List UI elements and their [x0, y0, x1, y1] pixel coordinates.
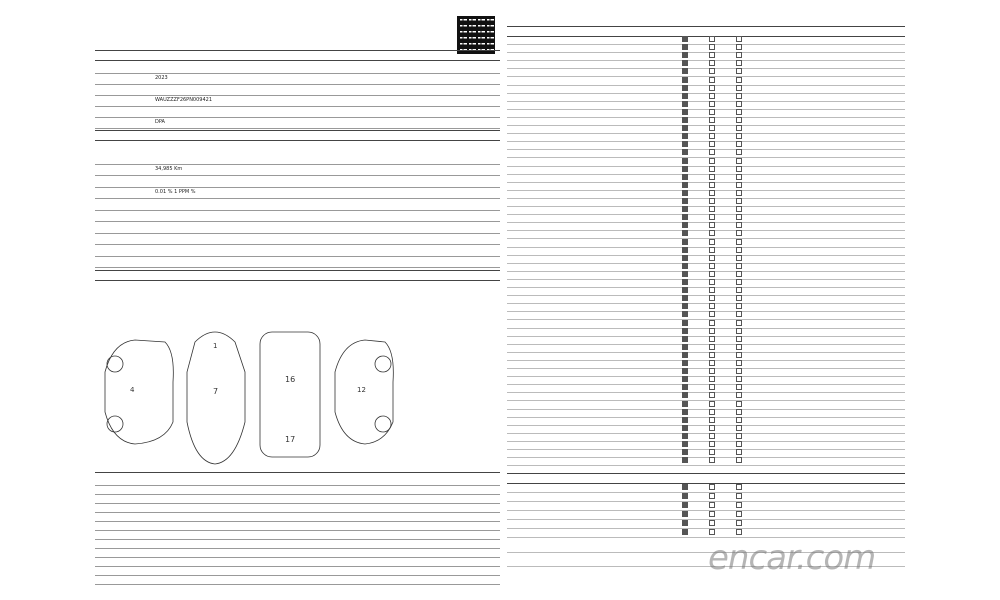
checkbox[interactable]	[736, 166, 742, 172]
checkbox[interactable]	[682, 425, 688, 431]
accident-band	[95, 270, 500, 281]
other-band	[507, 473, 905, 484]
checkbox[interactable]	[682, 149, 688, 155]
table-row	[507, 502, 905, 511]
row-state	[682, 493, 782, 502]
checkbox[interactable]	[682, 44, 688, 50]
checkbox[interactable]	[709, 198, 715, 204]
checkbox[interactable]	[709, 502, 715, 508]
checkbox[interactable]	[682, 352, 688, 358]
checkbox[interactable]	[709, 457, 715, 463]
table-row	[507, 484, 905, 493]
checkbox[interactable]	[682, 417, 688, 423]
checkbox[interactable]	[736, 311, 742, 317]
table-row	[507, 511, 905, 520]
checkbox[interactable]	[682, 328, 688, 334]
checkbox[interactable]	[709, 336, 715, 342]
checkbox[interactable]	[682, 433, 688, 439]
checkbox[interactable]	[709, 174, 715, 180]
checkbox[interactable]	[682, 158, 688, 164]
checkbox[interactable]	[682, 93, 688, 99]
checkbox[interactable]	[736, 303, 742, 309]
checkbox[interactable]	[736, 141, 742, 147]
checkbox[interactable]	[736, 360, 742, 366]
checkbox[interactable]	[709, 360, 715, 366]
checkbox[interactable]	[682, 484, 688, 490]
checkbox[interactable]	[709, 320, 715, 326]
checkbox[interactable]	[682, 441, 688, 447]
checkbox[interactable]	[709, 141, 715, 147]
checkbox[interactable]	[736, 320, 742, 326]
checkbox[interactable]	[709, 52, 715, 58]
checkbox[interactable]	[682, 206, 688, 212]
row-state	[682, 502, 782, 511]
row-value: 0.01 % 1 PPM %	[155, 188, 196, 195]
checkbox[interactable]	[682, 239, 688, 245]
checkbox[interactable]	[682, 68, 688, 74]
checkbox[interactable]	[736, 409, 742, 415]
checkbox[interactable]	[682, 279, 688, 285]
checkbox[interactable]	[736, 344, 742, 350]
checkbox[interactable]	[682, 303, 688, 309]
checkbox[interactable]	[709, 417, 715, 423]
checkbox[interactable]	[736, 392, 742, 398]
checkbox[interactable]	[682, 117, 688, 123]
checkbox[interactable]	[709, 511, 715, 517]
car-underbody-view	[260, 332, 320, 457]
checkbox[interactable]	[736, 190, 742, 196]
checkbox[interactable]	[736, 198, 742, 204]
checkbox[interactable]	[682, 502, 688, 508]
checkbox[interactable]	[682, 320, 688, 326]
checkbox[interactable]	[682, 125, 688, 131]
checkbox[interactable]	[709, 263, 715, 269]
checkbox[interactable]	[682, 457, 688, 463]
checkbox[interactable]	[709, 392, 715, 398]
checkbox[interactable]	[736, 36, 742, 42]
checkbox[interactable]	[736, 352, 742, 358]
checkbox[interactable]	[682, 247, 688, 253]
checkbox[interactable]	[736, 206, 742, 212]
checkbox[interactable]	[709, 247, 715, 253]
row-state	[682, 511, 782, 520]
left-column	[95, 14, 500, 586]
checkbox[interactable]	[709, 484, 715, 490]
car-diagram	[95, 312, 500, 472]
checkbox[interactable]	[736, 109, 742, 115]
checkbox[interactable]	[682, 255, 688, 261]
checkbox[interactable]	[736, 263, 742, 269]
table-row	[95, 575, 500, 585]
checkbox[interactable]	[682, 529, 688, 535]
row-value: 2023	[155, 75, 168, 81]
condition-band	[95, 130, 500, 141]
checkbox[interactable]	[736, 449, 742, 455]
checkbox[interactable]	[736, 520, 742, 526]
checkbox[interactable]	[682, 295, 688, 301]
checkbox[interactable]	[736, 384, 742, 390]
checkbox[interactable]	[736, 182, 742, 188]
checkbox[interactable]	[682, 520, 688, 526]
row-state	[682, 484, 782, 493]
checkbox[interactable]	[709, 149, 715, 155]
checkbox[interactable]	[709, 493, 715, 499]
checkbox[interactable]	[736, 214, 742, 220]
checkbox[interactable]	[736, 85, 742, 91]
checkbox[interactable]	[736, 401, 742, 407]
checkbox[interactable]	[682, 174, 688, 180]
checkbox[interactable]	[736, 295, 742, 301]
checkbox[interactable]	[682, 182, 688, 188]
checkbox[interactable]	[709, 409, 715, 415]
checkbox[interactable]	[682, 77, 688, 83]
checkbox[interactable]	[736, 328, 742, 334]
checkbox[interactable]	[709, 85, 715, 91]
checkbox[interactable]	[736, 376, 742, 382]
car-side-right	[335, 340, 393, 444]
checkbox[interactable]	[709, 36, 715, 42]
car-side-left	[105, 340, 173, 444]
checkbox[interactable]	[709, 303, 715, 309]
checkbox[interactable]	[709, 158, 715, 164]
table-row	[507, 529, 905, 538]
checkbox[interactable]	[682, 344, 688, 350]
checkbox[interactable]	[682, 449, 688, 455]
checkbox[interactable]	[682, 52, 688, 58]
svg-text:4: 4	[130, 386, 135, 394]
checkbox[interactable]	[709, 166, 715, 172]
checkbox[interactable]	[709, 109, 715, 115]
qr-code[interactable]	[457, 16, 495, 54]
checkbox[interactable]	[709, 433, 715, 439]
checkbox[interactable]	[682, 336, 688, 342]
checkbox[interactable]	[709, 133, 715, 139]
checkbox[interactable]	[682, 214, 688, 220]
checkbox[interactable]	[709, 441, 715, 447]
checkbox[interactable]	[682, 190, 688, 196]
checkbox[interactable]	[682, 263, 688, 269]
checkbox[interactable]	[736, 287, 742, 293]
checkbox[interactable]	[736, 117, 742, 123]
checkbox[interactable]	[709, 401, 715, 407]
checkbox[interactable]	[709, 117, 715, 123]
svg-text:12: 12	[357, 386, 366, 394]
checkbox[interactable]	[736, 493, 742, 499]
checkbox[interactable]	[709, 425, 715, 431]
row-value: WAUZZZF26PN009421	[155, 97, 213, 103]
checkbox[interactable]	[709, 190, 715, 196]
checkbox[interactable]	[709, 93, 715, 99]
checkbox[interactable]	[709, 68, 715, 74]
checkbox[interactable]	[682, 384, 688, 390]
watermark-logo: encar.com	[708, 538, 876, 578]
checkbox[interactable]	[682, 511, 688, 517]
checkbox[interactable]	[709, 344, 715, 350]
checkbox[interactable]	[736, 101, 742, 107]
checkbox[interactable]	[736, 44, 742, 50]
checkbox[interactable]	[682, 101, 688, 107]
checkbox[interactable]	[736, 125, 742, 131]
checkbox[interactable]	[682, 493, 688, 499]
checkbox[interactable]	[709, 384, 715, 390]
checkbox[interactable]	[709, 449, 715, 455]
checkbox[interactable]	[709, 60, 715, 66]
checkbox[interactable]	[682, 401, 688, 407]
checkbox[interactable]	[736, 336, 742, 342]
svg-text:1: 1	[213, 342, 218, 350]
checkbox[interactable]	[736, 417, 742, 423]
checkbox[interactable]	[682, 368, 688, 374]
checkbox[interactable]	[709, 328, 715, 334]
checkbox[interactable]	[682, 222, 688, 228]
checkbox[interactable]	[736, 77, 742, 83]
svg-text:17: 17	[285, 435, 296, 444]
car-diagram-area	[95, 312, 500, 473]
checkbox[interactable]	[736, 271, 742, 277]
checkbox[interactable]	[682, 141, 688, 147]
checkbox[interactable]	[736, 441, 742, 447]
checkbox[interactable]	[682, 311, 688, 317]
checkbox[interactable]	[736, 279, 742, 285]
checkbox[interactable]	[736, 255, 742, 261]
checkbox[interactable]	[682, 409, 688, 415]
checkbox[interactable]	[709, 368, 715, 374]
row-state	[682, 457, 782, 466]
checkbox[interactable]	[709, 101, 715, 107]
checkbox[interactable]	[736, 529, 742, 535]
checkbox[interactable]	[709, 230, 715, 236]
table-row	[507, 493, 905, 502]
checkbox[interactable]	[709, 222, 715, 228]
car-top-view	[187, 332, 245, 464]
checkbox[interactable]	[682, 376, 688, 382]
checkbox[interactable]	[736, 60, 742, 66]
checkbox[interactable]	[736, 133, 742, 139]
row-value: DPA	[155, 119, 165, 125]
table-row	[507, 520, 905, 529]
checkbox[interactable]	[709, 214, 715, 220]
row-state	[682, 529, 782, 538]
checkbox[interactable]	[736, 230, 742, 236]
checkbox[interactable]	[736, 457, 742, 463]
checkbox[interactable]	[736, 93, 742, 99]
inspection-sheet	[95, 14, 905, 586]
checkbox[interactable]	[709, 287, 715, 293]
svg-text:16: 16	[285, 375, 296, 384]
checkbox[interactable]	[682, 198, 688, 204]
checkbox[interactable]	[736, 368, 742, 374]
basic-info-band	[95, 50, 500, 61]
checkbox[interactable]	[736, 52, 742, 58]
checkbox[interactable]	[736, 149, 742, 155]
checkbox[interactable]	[736, 174, 742, 180]
right-column	[507, 14, 905, 586]
checkbox[interactable]	[709, 271, 715, 277]
table-row	[507, 457, 905, 466]
row-state	[682, 520, 782, 529]
checkbox[interactable]	[736, 68, 742, 74]
checkbox[interactable]	[736, 433, 742, 439]
checkbox[interactable]	[736, 222, 742, 228]
checkbox[interactable]	[709, 44, 715, 50]
row-value: 34,985 Km	[155, 165, 183, 172]
checkbox[interactable]	[682, 109, 688, 115]
checkbox[interactable]	[709, 125, 715, 131]
checkbox[interactable]	[709, 279, 715, 285]
checkbox[interactable]	[736, 502, 742, 508]
checkbox[interactable]	[736, 511, 742, 517]
checkbox[interactable]	[709, 311, 715, 317]
checkbox[interactable]	[709, 77, 715, 83]
checkbox[interactable]	[736, 247, 742, 253]
checkbox[interactable]	[682, 60, 688, 66]
checkbox[interactable]	[736, 158, 742, 164]
checkbox[interactable]	[682, 271, 688, 277]
checkbox[interactable]	[709, 529, 715, 535]
checkbox[interactable]	[709, 182, 715, 188]
checkbox[interactable]	[682, 230, 688, 236]
checkbox[interactable]	[709, 352, 715, 358]
checkbox[interactable]	[736, 484, 742, 490]
checkbox[interactable]	[682, 287, 688, 293]
checkbox[interactable]	[682, 166, 688, 172]
checkbox[interactable]	[709, 255, 715, 261]
checkbox[interactable]	[709, 206, 715, 212]
checkbox[interactable]	[709, 239, 715, 245]
checkbox[interactable]	[682, 36, 688, 42]
checkbox[interactable]	[682, 360, 688, 366]
checkbox[interactable]	[682, 392, 688, 398]
checkbox[interactable]	[709, 295, 715, 301]
table-row	[95, 117, 500, 129]
table-row	[95, 256, 500, 269]
checkbox[interactable]	[682, 85, 688, 91]
checkbox[interactable]	[709, 376, 715, 382]
checkbox[interactable]	[736, 425, 742, 431]
checkbox[interactable]	[736, 239, 742, 245]
checkbox[interactable]	[709, 520, 715, 526]
svg-text:7: 7	[213, 387, 219, 396]
checkbox[interactable]	[682, 133, 688, 139]
